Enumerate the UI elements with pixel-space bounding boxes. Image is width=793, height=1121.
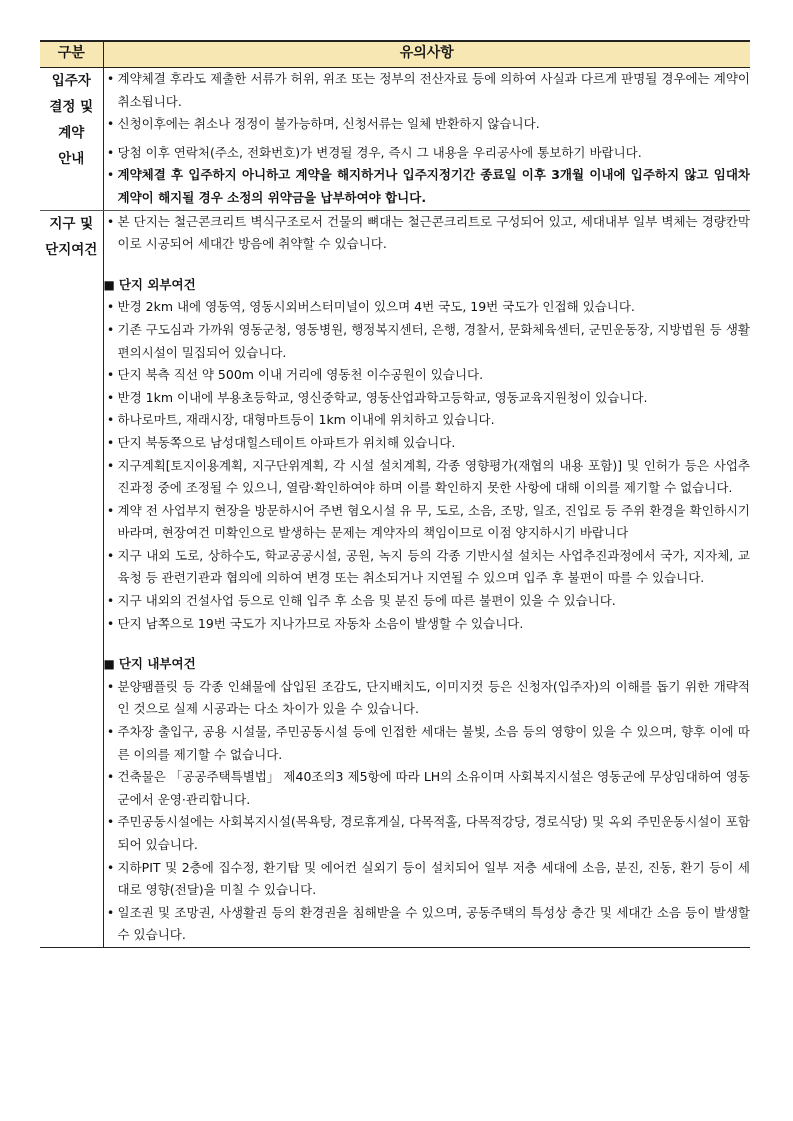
label-line: 안내 <box>58 151 85 167</box>
bullet-dot-icon: • <box>106 859 115 875</box>
bullet-dot-icon: • <box>106 299 115 315</box>
bullet-item: • 단지 남쪽으로 19번 국도가 지나가므로 자동차 소음이 발생할 수 있습니다. <box>104 613 751 636</box>
bullet-item: • 반경 1km 이내에 부용초등학교, 영신중학교, 영동산업과학고등학교, 영동교육지원청이 있습니다. <box>104 387 751 410</box>
label-line: 계약 <box>58 125 85 141</box>
bullet-dot-icon: • <box>106 814 115 830</box>
bullet-dot-icon: • <box>106 213 115 229</box>
bullet-item: • 계약 전 사업부지 현장을 방문하시어 주변 혐오시설 유 무, 도로, 소음, 조망, 일조, 진입로 등 주위 환경을 확인하시기 바라며, 현장여건 미확인으로 발생하는 문제는 계약자의 책임이므로 이점 양지하시기 바랍니다 <box>104 500 751 545</box>
section-contract-content <box>103 68 750 211</box>
bullet-dot-icon: • <box>106 367 115 383</box>
bullet-item: • 지하PIT 및 2층에 집수정, 환기탑 및 에어컨 실외기 등이 설치되어 일부 저층 세대에 소음, 분진, 진동, 환기 등이 세대로 영향(전달)을 미칠 수 있습니다. <box>104 857 751 902</box>
bullet-item: • 지구 내외의 건설사업 등으로 인해 입주 후 소음 및 분진 등에 따른 불편이 있을 수 있습니다. <box>104 590 751 613</box>
bullet-item: • 계약체결 후라도 제출한 서류가 허위, 위조 또는 정부의 전산자료 등에 의하여 사실과 다르게 판명될 경우에는 계약이 취소됩니다. <box>104 68 751 113</box>
header-notes: 유의사항 <box>103 41 750 68</box>
label-line: 결정 및 <box>49 99 94 115</box>
label-line: 지구 및 <box>49 215 94 232</box>
bullet-dot-icon: • <box>106 71 115 86</box>
bullet-dot-icon: • <box>106 116 115 132</box>
bullet-item: • 반경 2km 내에 영동역, 영동시외버스터미널이 있으며 4번 국도, 19번 국도가 인접해 있습니다. <box>104 296 751 319</box>
header-category: 구분 <box>40 41 103 68</box>
bullet-dot-icon: • <box>106 678 115 694</box>
square-bullet-icon: ■ <box>103 657 115 672</box>
section-site-content <box>103 210 750 947</box>
bullet-dot-icon: • <box>106 769 115 785</box>
bullet-dot-icon: • <box>106 502 115 518</box>
bullet-item: • 주차장 출입구, 공용 시설물, 주민공동시설 등에 인접한 세대는 불빛, 소음 등의 영향이 있을 수 있으며, 향후 이에 따른 이의를 제기할 수 없습니다. <box>104 721 751 766</box>
bullet-item: • 건축물은 「공공주택특별법」 제40조의3 제5항에 따라 LH의 소유이며 사회복지시설은 영동군에 무상임대하여 영동군에서 운영·관리합니다. <box>104 766 751 811</box>
bullet-item: • 분양팸플릿 등 각종 인쇄물에 삽입된 조감도, 단지배치도, 이미지컷 등은 신청자(입주자)의 이해를 돕기 위한 개략적인 것으로 실제 시공과는 다소 차이가 있을 수 있습니다. <box>104 676 751 721</box>
bullet-dot-icon: • <box>106 321 115 337</box>
bullet-item-emphasis: • 계약체결 후 입주하지 아니하고 계약을 해지하거나 입주지정기간 종료일 이후 3개월 이내에 입주하지 않고 임대차계약이 해지될 경우 소정의 위약금을 납부하여야 합니다. <box>104 164 751 209</box>
section-site-row <box>40 210 750 947</box>
bullet-dot-icon: • <box>106 593 115 609</box>
section-contract-label <box>40 68 103 211</box>
label-line: 입주자 <box>51 73 91 89</box>
bullet-dot-icon: • <box>106 167 115 183</box>
bullet-dot-icon: • <box>106 547 115 563</box>
bullet-dot-icon: • <box>106 724 115 740</box>
bullet-item: • 지구계획[토지이용계획, 지구단위계획, 각 시설 설치계획, 각종 영향평가(재협의 내용 포함)] 및 인허가 등은 사업추진과정 중에 조정될 수 있으니, 열람·확인하여야 하며 이를 확인하지 못한 사항에 대해 이의를 제기할 수 없습니다. <box>104 455 751 500</box>
internal-list <box>104 676 751 947</box>
bullet-dot-icon: • <box>106 904 115 920</box>
bullet-dot-icon: • <box>106 615 115 631</box>
bullet-item: • 단지 북측 직선 약 500m 이내 거리에 영동천 이수공원이 있습니다. <box>104 364 751 387</box>
bullet-item: • 주민공동시설에는 사회복지시설(목욕탕, 경로휴게실, 다목적홀, 다목적강당, 경로식당) 및 옥외 주민운동시설이 포함되어 있습니다. <box>104 811 751 856</box>
external-list <box>104 296 751 635</box>
section-site-label <box>40 210 103 947</box>
internal-section-title: ■ 단지 내부여건 <box>103 656 196 672</box>
bullet-item: • 지구 내외 도로, 상하수도, 학교공공시설, 공원, 녹지 등의 각종 기반시설 설치는 사업추진과정에서 국가, 지자체, 교육청 등 관련기관과 협의에 의하여 변경 또는 취소되거나 지연될 수 있으며 입주 후 불편이 따를 수 있습니다. <box>104 545 751 590</box>
bullet-dot-icon: • <box>106 457 115 473</box>
notice-table <box>40 40 750 948</box>
bullet-item: • 신청이후에는 취소나 정정이 불가능하며, 신청서류는 일체 반환하지 않습니다. <box>104 113 751 136</box>
intro-bullet: • 본 단지는 철근콘크리트 벽식구조로서 건물의 뼈대는 철근콘크리트로 구성되어 있고, 세대내부 일부 벽체는 경량칸막이로 시공되어 세대간 방음에 취약할 수 있습니다. <box>104 211 751 256</box>
bullet-dot-icon: • <box>106 434 115 450</box>
bullet-dot-icon: • <box>106 389 115 405</box>
bullet-item: • 하나로마트, 재래시장, 대형마트등이 1km 이내에 위치하고 있습니다. <box>104 409 751 432</box>
bullet-item: • 단지 북동쪽으로 남성대힐스테이트 아파트가 위치해 있습니다. <box>104 432 751 455</box>
bullet-item: • 일조권 및 조망권, 사생활권 등의 환경권을 침해받을 수 있으며, 공동주택의 특성상 층간 및 세대간 소음 등이 발생할 수 있습니다. <box>104 902 751 947</box>
external-section-title: ■ 단지 외부여건 <box>103 276 196 292</box>
bullet-dot-icon: • <box>106 412 115 428</box>
square-bullet-icon: ■ <box>103 277 115 292</box>
bullet-item: • 당첨 이후 연락처(주소, 전화번호)가 변경될 경우, 즉시 그 내용을 우리공사에 통보하기 바랍니다. <box>104 142 751 165</box>
bullet-item: • 기존 구도심과 가까워 영동군청, 영동병원, 행정복지센터, 은행, 경찰서, 문화체육센터, 군민운동장, 지방법원 등 생활편의시설이 밀집되어 있습니다. <box>104 319 751 364</box>
label-line: 단지여건 <box>45 241 98 258</box>
section-contract-row <box>40 68 750 211</box>
bullet-dot-icon: • <box>106 144 115 160</box>
